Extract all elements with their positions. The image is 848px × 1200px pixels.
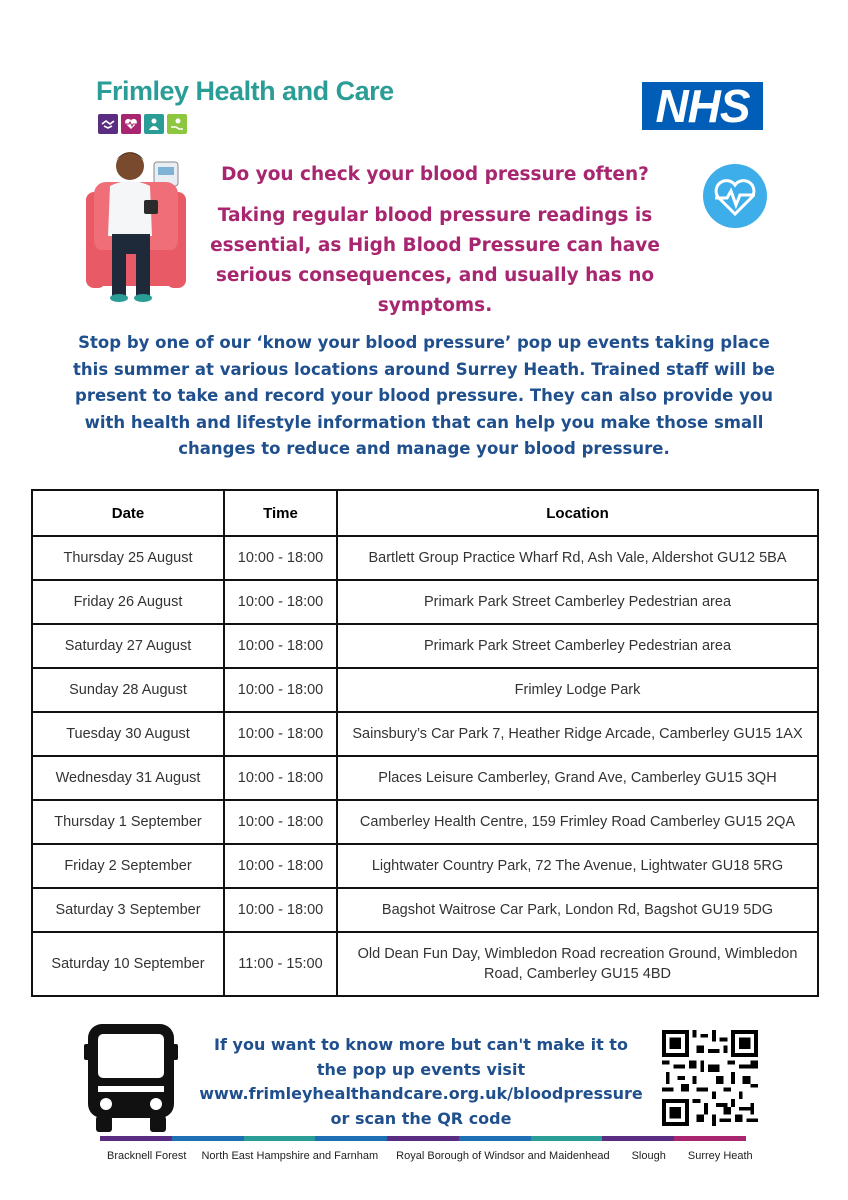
partner-areas <box>100 1150 753 1162</box>
qr-code[interactable] <box>662 1030 758 1126</box>
stripe-segment <box>459 1136 531 1141</box>
event-location: Primark Park Street Camberley Pedestrian area <box>337 580 818 624</box>
table-row <box>32 624 818 668</box>
event-date: Friday 2 September <box>32 844 224 888</box>
stripe-segment <box>531 1136 603 1141</box>
event-location: Bartlett Group Practice Wharf Rd, Ash Vale, Aldershot GU12 5BA <box>337 536 818 580</box>
event-date: Wednesday 31 August <box>32 756 224 800</box>
event-date: Tuesday 30 August <box>32 712 224 756</box>
table-row <box>32 580 818 624</box>
area-bracknell-forest: Bracknell Forest <box>107 1150 187 1162</box>
logo-icon-row <box>98 114 187 134</box>
heart-rate-icon <box>703 164 767 228</box>
table-row <box>32 932 818 996</box>
event-time: 10:00 - 18:00 <box>224 844 337 888</box>
event-time: 10:00 - 18:00 <box>224 580 337 624</box>
event-time: 10:00 - 18:00 <box>224 668 337 712</box>
blood-pressure-statement: Taking regular blood pressure readings is essential, as High Blood Pressure can have serious consequences, and usually has no symptoms. <box>210 205 660 316</box>
stripe-segment <box>315 1136 387 1141</box>
table-row <box>32 800 818 844</box>
event-date: Saturday 27 August <box>32 624 224 668</box>
area-north-east-hampshire: North East Hampshire and Farnham <box>201 1150 379 1162</box>
table-row <box>32 844 818 888</box>
event-location: Old Dean Fun Day, Wimbledon Road recreation Ground, Wimbledon Road, Camberley GU15 4BD <box>337 932 818 996</box>
event-location: Bagshot Waitrose Car Park, London Rd, Bagshot GU19 5DG <box>337 888 818 932</box>
partner-colour-stripe <box>100 1136 746 1141</box>
bus-icon <box>84 1024 178 1132</box>
event-date: Thursday 25 August <box>32 536 224 580</box>
caregiver-icon <box>144 114 164 134</box>
area-slough: Slough <box>631 1150 666 1162</box>
heart-pulse-icon <box>121 114 141 134</box>
event-time: 10:00 - 18:00 <box>224 800 337 844</box>
event-time: 10:00 - 18:00 <box>224 888 337 932</box>
event-time: 10:00 - 18:00 <box>224 756 337 800</box>
event-location: Frimley Lodge Park <box>337 668 818 712</box>
header-time: Time <box>224 490 337 536</box>
stripe-segment <box>602 1136 674 1141</box>
table-row <box>32 756 818 800</box>
table-row <box>32 888 818 932</box>
area-windsor-maidenhead: Royal Borough of Windsor and Maidenhead <box>396 1150 610 1162</box>
footer-line-2: the pop up events visit <box>316 1059 526 1079</box>
event-time: 10:00 - 18:00 <box>224 536 337 580</box>
more-info-text <box>196 1033 646 1131</box>
table-header-row <box>32 490 818 536</box>
table-row <box>32 668 818 712</box>
event-location: Lightwater Country Park, 72 The Avenue, Lightwater GU18 5RG <box>337 844 818 888</box>
event-time: 10:00 - 18:00 <box>224 624 337 668</box>
event-location: Primark Park Street Camberley Pedestrian area <box>337 624 818 668</box>
event-location: Places Leisure Camberley, Grand Ave, Camberley GU15 3QH <box>337 756 818 800</box>
events-table <box>31 489 819 997</box>
event-date: Sunday 28 August <box>32 668 224 712</box>
event-time: 11:00 - 15:00 <box>224 932 337 996</box>
header-location: Location <box>337 490 818 536</box>
event-time: 10:00 - 18:00 <box>224 712 337 756</box>
person-in-armchair-illustration <box>80 146 192 310</box>
area-surrey-heath: Surrey Heath <box>687 1150 753 1162</box>
event-location: Sainsbury’s Car Park 7, Heather Ridge Arcade, Camberley GU15 1AX <box>337 712 818 756</box>
handshake-icon <box>98 114 118 134</box>
stripe-segment <box>387 1136 459 1141</box>
nhs-logo: NHS <box>642 82 763 130</box>
footer-line-4: or scan the QR code <box>330 1108 512 1128</box>
stripe-segment <box>674 1136 746 1141</box>
event-date: Friday 26 August <box>32 580 224 624</box>
event-date: Thursday 1 September <box>32 800 224 844</box>
table-row <box>32 712 818 756</box>
blood-pressure-question: Do you check your blood pressure often? <box>221 164 649 185</box>
blood-pressure-url-link[interactable]: www.frimleyhealthandcare.org.uk/bloodpressure <box>199 1084 643 1103</box>
coins-hand-icon <box>167 114 187 134</box>
pop-up-events-description: Stop by one of our ‘know your blood pressure’ pop up events taking place this summer at various locations around Surrey Heath. Trained staff will be present to take and record your blood pressure. They can also provide you with health and lifestyle information that can help you make those small changes to reduce and manage your blood pressure. <box>73 333 775 458</box>
stripe-segment <box>172 1136 244 1141</box>
event-location: Camberley Health Centre, 159 Frimley Road Camberley GU15 2QA <box>337 800 818 844</box>
event-date: Saturday 10 September <box>32 932 224 996</box>
header-date: Date <box>32 490 224 536</box>
stripe-segment <box>100 1136 172 1141</box>
frimley-health-and-care-logo: Frimley Health and Care <box>96 76 394 106</box>
event-date: Saturday 3 September <box>32 888 224 932</box>
footer-line-1: If you want to know more but can't make it to <box>214 1035 628 1054</box>
table-row <box>32 536 818 580</box>
stripe-segment <box>244 1136 316 1141</box>
